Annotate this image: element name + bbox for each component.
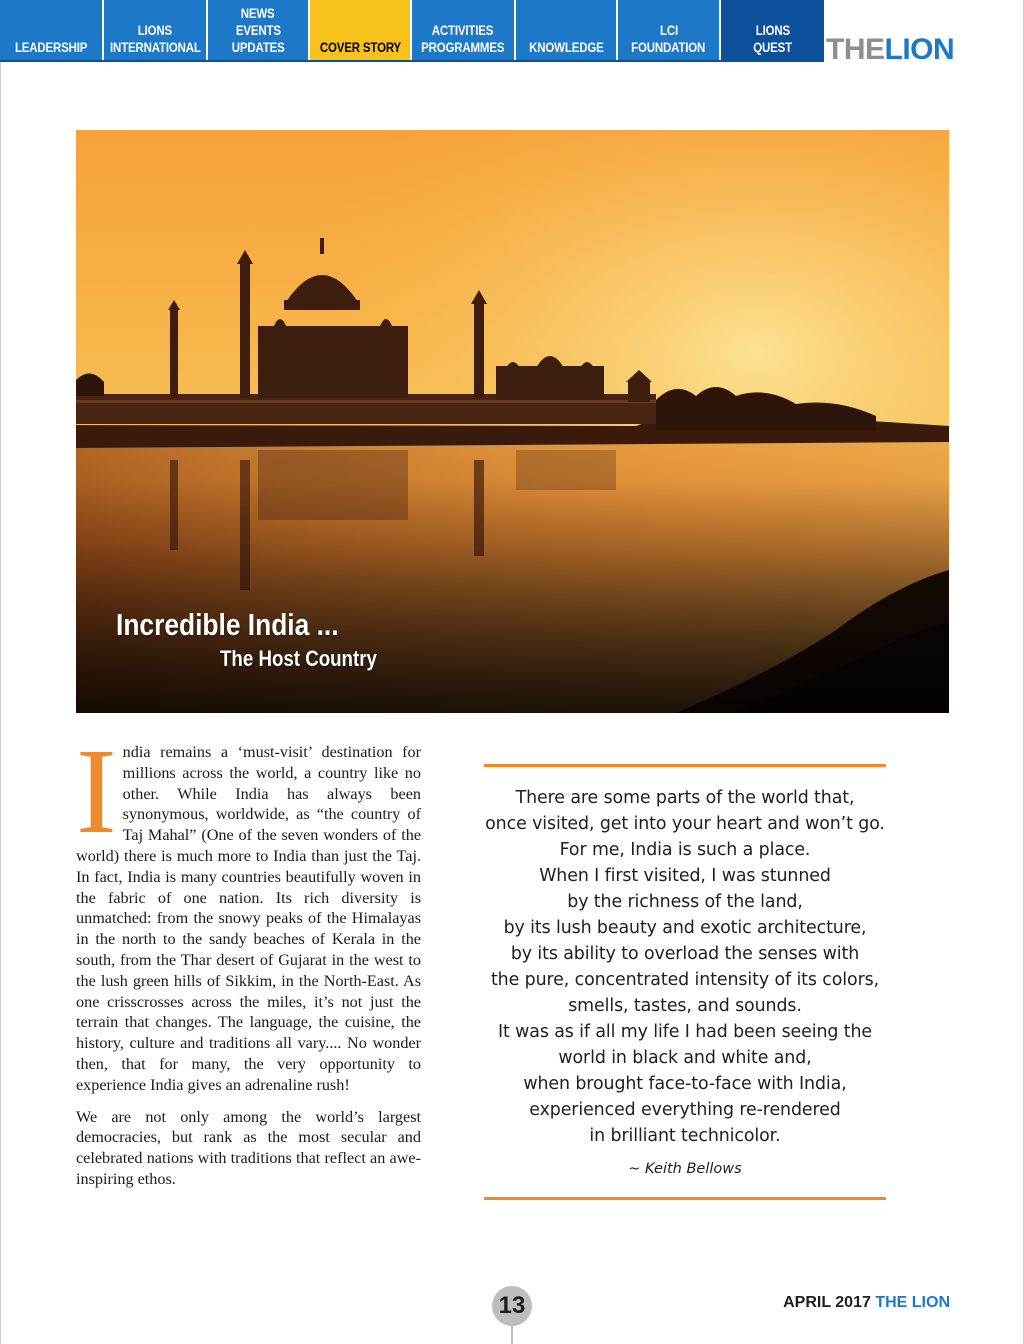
nav-tab-activities-programmes[interactable] (412, 0, 514, 60)
nav-tab-label: COVER STORY (319, 39, 401, 55)
nav-tab-label: QUEST (753, 39, 792, 55)
nav-tab-label: LIONS (137, 22, 173, 38)
paragraph-1-text: ndia remains a ‘must-visit’ destination for millions across the world, a country like no other. While India has always been synonymous, worldwide, as “the country of Taj Mahal” (One of the seven wonders of the world) there is much more to India than just the Taj. In fact, India is many countries beautifully woven in the fabric of one nation. Its rich diversity is unmatched: from the snowy peaks of the Himalayas in the north to the sandy beaches of Kerala in the south, from the Thar desert of Gujarat in the west to the lush green hills of Sikkim, in the North-East. As one crisscrosses across the miles, it’s not just the terrain that changes. The language, the cuisine, the history, culture and traditions all vary.... No wonder then, that for many, the very opportunity to experience India gives an adrenaline rush! (76, 743, 421, 1094)
nav-tab-label: KNOWLEDGE (528, 39, 604, 55)
top-navigation (0, 0, 1024, 66)
footer-issue (783, 1294, 950, 1312)
article-body (76, 724, 421, 1201)
nav-underline (0, 60, 824, 62)
nav-tab-label: ACTIVITIES (432, 22, 494, 38)
quote-line: When I first visited, I was stunned (539, 866, 831, 886)
hero-subtitle: The Host Country (220, 646, 377, 671)
quote-rule-bottom (484, 1197, 886, 1200)
quote-author: ~ Keith Bellows (628, 1161, 742, 1177)
logo-the: THE (826, 33, 885, 66)
magazine-logo (826, 34, 954, 66)
quote-line: by its lush beauty and exotic architecture, (503, 918, 867, 938)
nav-tab-label: EVENTS (235, 22, 281, 38)
quote-line: by its ability to overload the senses with (510, 944, 860, 964)
quote-line: by the richness of the land, (567, 892, 803, 912)
article-paragraph-2: We are not only among the world’s largest democracies, but rank as the most secular and celebrated nations with traditions that reflect an awe-inspiring ethos. (76, 1107, 421, 1188)
page-number-stem (511, 1326, 513, 1344)
nav-tab-label: INTERNATIONAL (109, 39, 201, 55)
page-number-badge: 13 (492, 1286, 532, 1326)
quote-line: in brilliant technicolor. (589, 1126, 781, 1146)
quote-line: experienced everything re-rendered (529, 1100, 841, 1120)
nav-tab-label: PROGRAMMES (421, 39, 505, 55)
quote-line: world in black and white and, (558, 1048, 812, 1068)
drop-cap: I (76, 724, 117, 859)
nav-tab-cover-story[interactable] (310, 0, 410, 60)
nav-tab-label: LEADERSHIP (14, 39, 88, 55)
hero-image (76, 130, 949, 713)
footer-magazine-name: THE LION (875, 1294, 950, 1311)
quote-line: It was as if all my life I had been seeing the (497, 1022, 872, 1042)
nav-tab-label: FOUNDATION (631, 39, 706, 55)
nav-tab-label: NEWS (241, 5, 275, 21)
nav-tab-leadership[interactable] (0, 0, 102, 60)
quote-line: There are some parts of the world that, (515, 788, 855, 808)
page-border-left (0, 62, 1, 1344)
quote-line: once visited, get into your heart and won’t go. (485, 814, 885, 834)
nav-tab-lci-foundation[interactable] (618, 0, 719, 60)
quote-rule-top (484, 764, 886, 767)
footer-issue-date: APRIL 2017 (783, 1294, 871, 1311)
nav-tab-label: LIONS (755, 22, 790, 38)
article-paragraph-1 (76, 724, 421, 1096)
nav-tab-label: LCI (659, 22, 678, 38)
quote-line: when brought face-to-face with India, (523, 1074, 847, 1094)
quote-line: For me, India is such a place. (559, 840, 811, 860)
pull-quote (474, 785, 896, 1149)
nav-tab-label: UPDATES (231, 39, 285, 55)
quote-line: the pure, concentrated intensity of its colors, (490, 970, 880, 990)
nav-tab-knowledge[interactable] (516, 0, 616, 60)
nav-tab-news-events-updates[interactable] (208, 0, 308, 60)
logo-lion: LION (884, 33, 955, 66)
nav-tab-lions-international[interactable] (104, 0, 206, 60)
quote-line: smells, tastes, and sounds. (568, 996, 802, 1016)
hero-title: Incredible India ... (116, 607, 339, 642)
nav-tab-lions-quest[interactable] (721, 0, 824, 60)
